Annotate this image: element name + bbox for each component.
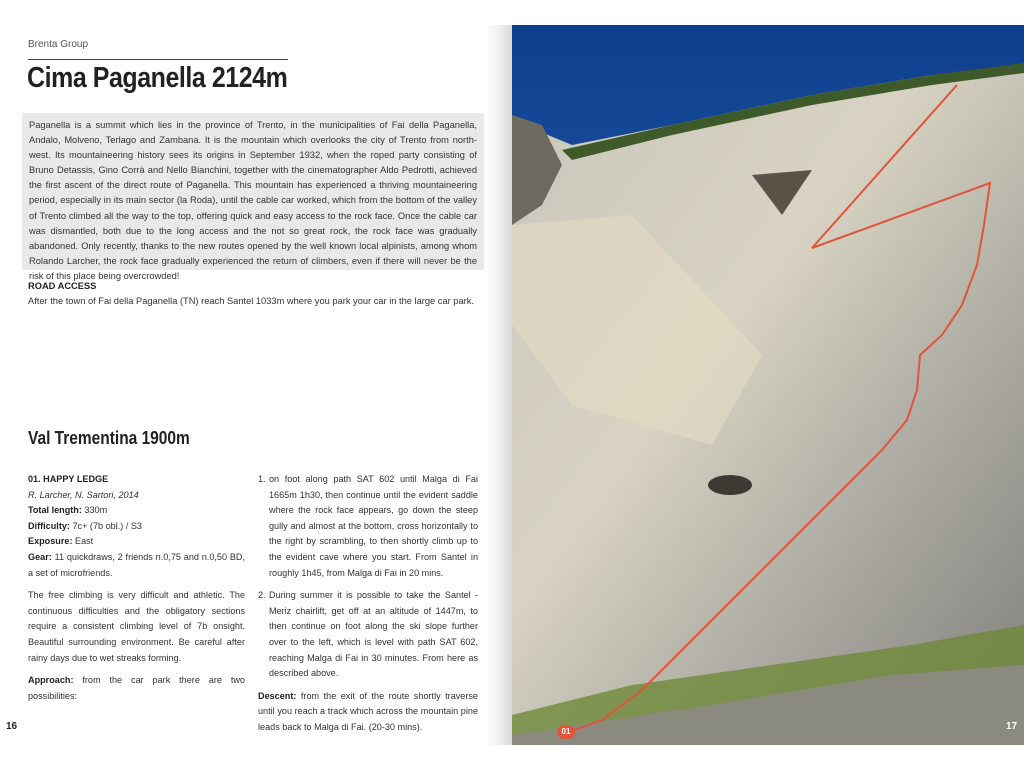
route-name: 01. HAPPY LEDGE xyxy=(28,474,109,484)
approach-option-1 xyxy=(258,472,478,581)
length-value: 330m xyxy=(84,505,108,516)
section-kicker: Brenta Group xyxy=(28,39,89,50)
road-access-text: After the town of Fai della Paganella (TN) reach Santel 1033m where you park your car in the large car park. xyxy=(28,296,474,306)
approach-text: from the car park there are two possibilities: xyxy=(28,675,245,701)
road-access-heading: ROAD ACCESS xyxy=(28,281,97,291)
approach-option-2 xyxy=(258,588,478,682)
route-badge: 01 xyxy=(557,725,575,739)
route-description: The free climbing is very difficult and athletic. The continuous difficulties and the obligatory sections require a consistent climbing level of 7b onsight. Beautiful surrounding environment. Be careful after rainy days due to wet streaks forming. xyxy=(28,590,245,663)
option-text: on foot along path SAT 602 until Malga di Fai 1665m 1h30, then continue until the evident saddle where the rock face appears, go down the steep gully and almost at the bottom, cross horizontally to the right by scrambling, to then shortly climb up to the evident cave where you start. From Santel in roughly 1h45, from Malga di Fai in 20 mins. xyxy=(269,474,478,578)
intro-box: Paganella is a summit which lies in the province of Trento, in the municipalities of Fai della Paganella, Andalo, Molveno, Terlago and Zambana. It is the mountain which overlooks the city of Trento from north-west. Its mountaineering history sees its origins in September 1932, when the roped party consisting of Bruno Detassis, Gino Corrà and Nello Bianchini, together with the cinematographer Aldo Pedrotti, achieved the first ascent of the direct route of Paganella. This mountain has experienced a thriving mountaineering period, especially in its main sector (la Roda), until the cable car worked, which from the bottom of the valley of Trento climbed all the way to the top, offering quick and easy access to the rock face. Once the cable car was dismantled, both due to the long access and the not so great rock, the rock face was gradually abandoned. Only recently, thanks to the new routes opened by the well known local alpinists, among whom Rolando Larcher, the rock face gradually experienced the return of climbers, even if there will never be the risk of this place being overcrowded! xyxy=(22,113,484,270)
route-details xyxy=(28,472,245,711)
rock-face-photo xyxy=(512,25,1024,745)
exposure-label: Exposure: xyxy=(28,536,73,547)
book-gutter xyxy=(486,25,512,745)
approach-label: Approach: xyxy=(28,675,74,686)
descent-label: Descent: xyxy=(258,690,297,701)
option-text: During summer it is possible to take the Santel -Meriz chairlift, get off at an altitude of 1447m, to then continue on foot along the ski slope further over to the left, which is level with path SAT 602, reaching Malga di Fai in 30 minutes. From here as described above. xyxy=(269,590,478,679)
route-authors: R. Larcher, N. Sartori, 2014 xyxy=(28,489,139,500)
page-number-left: 16 xyxy=(6,721,18,732)
descent-text: from the exit of the route shortly traverse until you reach a track which across the mountain pine leads back to Malga di Fai. (20-30 mins). xyxy=(258,690,478,732)
length-label: Total length: xyxy=(28,505,82,516)
option-number: 2. xyxy=(258,590,266,601)
option-number: 1. xyxy=(258,474,266,484)
sector-title: Val Trementina 1900m xyxy=(28,428,190,448)
approach-options xyxy=(258,472,478,743)
difficulty-value: 7c+ (7b obl.) / S3 xyxy=(72,520,142,531)
gear-label: Gear: xyxy=(28,551,52,562)
exposure-value: East xyxy=(75,536,94,547)
road-access xyxy=(28,279,480,309)
page-number-right: 17 xyxy=(1006,721,1018,732)
page-title: Cima Paganella 2124m xyxy=(27,62,288,94)
gear-value: 11 quickdraws, 2 friends n.0,75 and n.0,50 BD, a set of microfriends. xyxy=(28,551,246,578)
difficulty-label: Difficulty: xyxy=(28,520,70,531)
divider xyxy=(28,59,288,60)
